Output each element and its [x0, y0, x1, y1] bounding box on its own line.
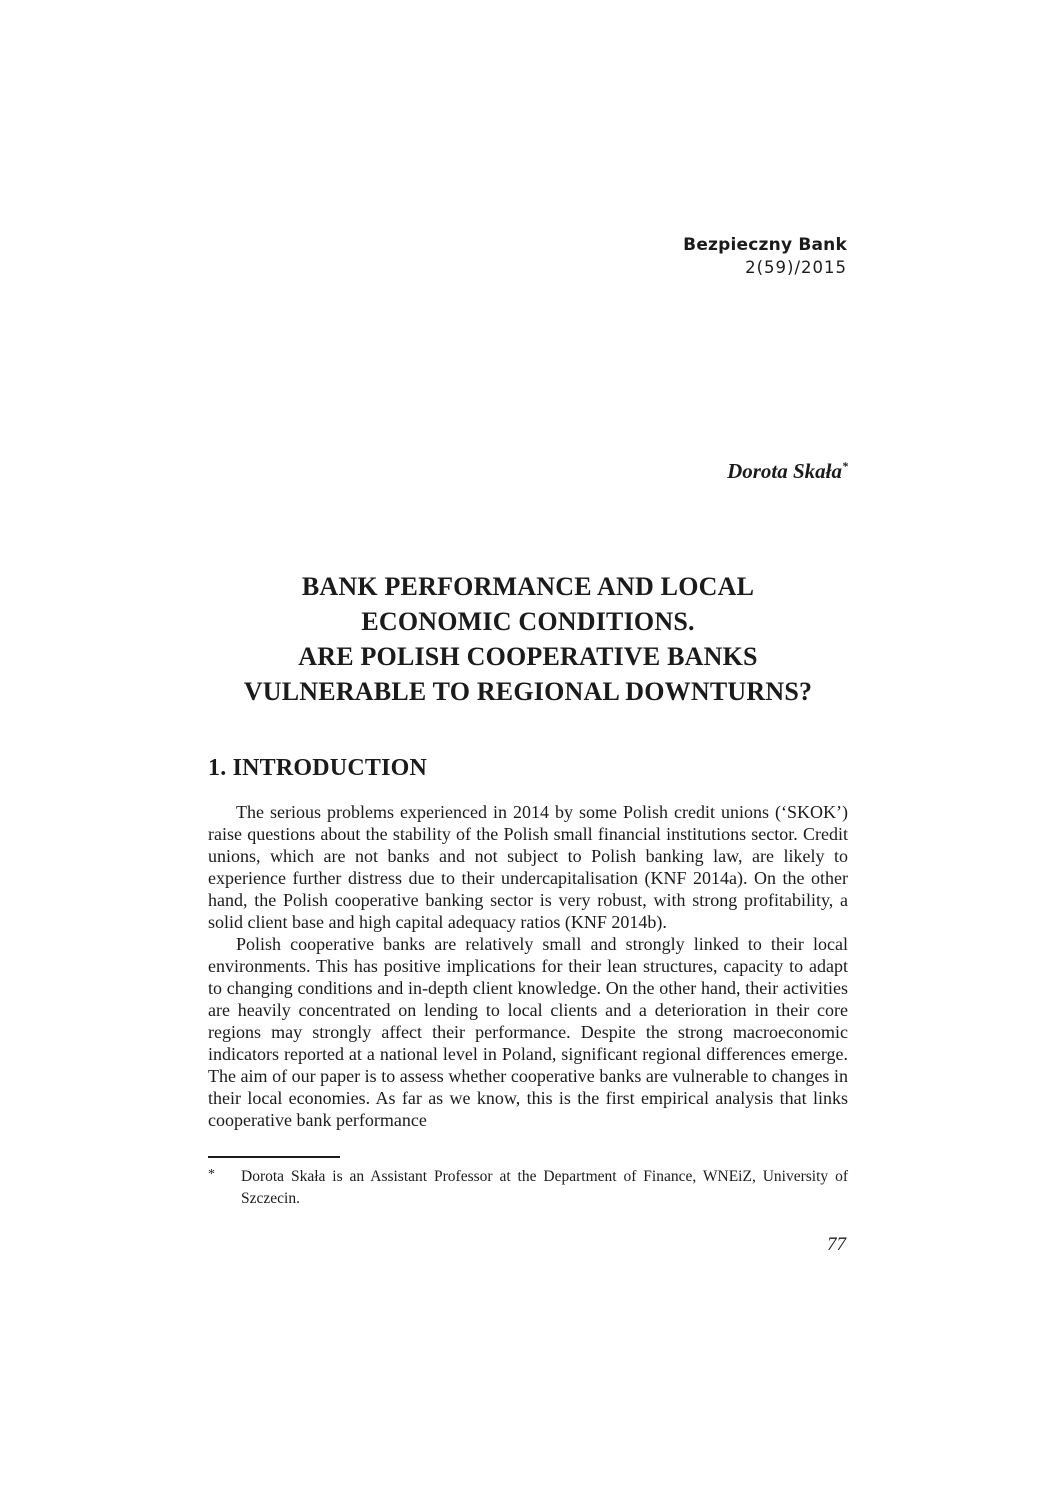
- journal-issue: 2(59)/2015: [745, 258, 847, 277]
- article-title: [208, 569, 848, 709]
- body-paragraph-1: The serious problems experienced in 2014 by some Polish credit unions (‘SKOK’) raise questions about the stability of the Polish small financial institutions sector. Credit unions, which are not banks and not subject to Polish banking law, are likely to experience further distress due to their undercapitalisation (KNF 2014a). On the other hand, the Polish cooperative banking sector is very robust, with strong profitability, a solid client base and high capital adequacy ratios (KNF 2014b).: [208, 802, 848, 932]
- journal-header: [683, 234, 847, 280]
- body-paragraph-2: Polish cooperative banks are relatively small and strongly linked to their local environments. This has positive implications for their lean structures, capacity to adapt to changing conditions and in-depth client knowledge. On the other hand, their activities are heavily concentrated on lending to local clients and a deterioration in their core regions may strongly affect their performance. Despite the strong macroeconomic indicators reported at a national level in Poland, significant regional differences emerge. The aim of our paper is to assess whether cooperative banks are vulnerable to changes in their local economies. As far as we know, this is the first empirical analysis that links cooperative bank performance: [208, 934, 848, 1130]
- title-line-1: BANK PERFORMANCE AND LOCAL: [301, 572, 755, 601]
- title-line-4: VULNERABLE TO REGIONAL DOWNTURNS?: [243, 677, 813, 706]
- article-body: [208, 801, 848, 1131]
- footnote-text: Dorota Skała is an Assistant Professor at the Department of Finance, WNEiZ, University of Szczecin.: [241, 1168, 848, 1207]
- footnote: [208, 1156, 848, 1210]
- page-number: 77: [827, 1234, 846, 1255]
- title-line-3: ARE POLISH COOPERATIVE BANKS: [298, 642, 758, 671]
- footnote-rule: [208, 1156, 340, 1158]
- section-heading: 1. INTRODUCTION: [208, 755, 428, 781]
- author-name: Dorota Skała: [727, 459, 842, 483]
- author-footnote-marker: *: [842, 459, 848, 473]
- title-line-2: ECONOMIC CONDITIONS.: [361, 607, 695, 636]
- author-line: [727, 459, 848, 483]
- footnote-row: [208, 1166, 848, 1210]
- journal-name: Bezpieczny Bank: [683, 235, 847, 255]
- footnote-marker: *: [208, 1167, 215, 1182]
